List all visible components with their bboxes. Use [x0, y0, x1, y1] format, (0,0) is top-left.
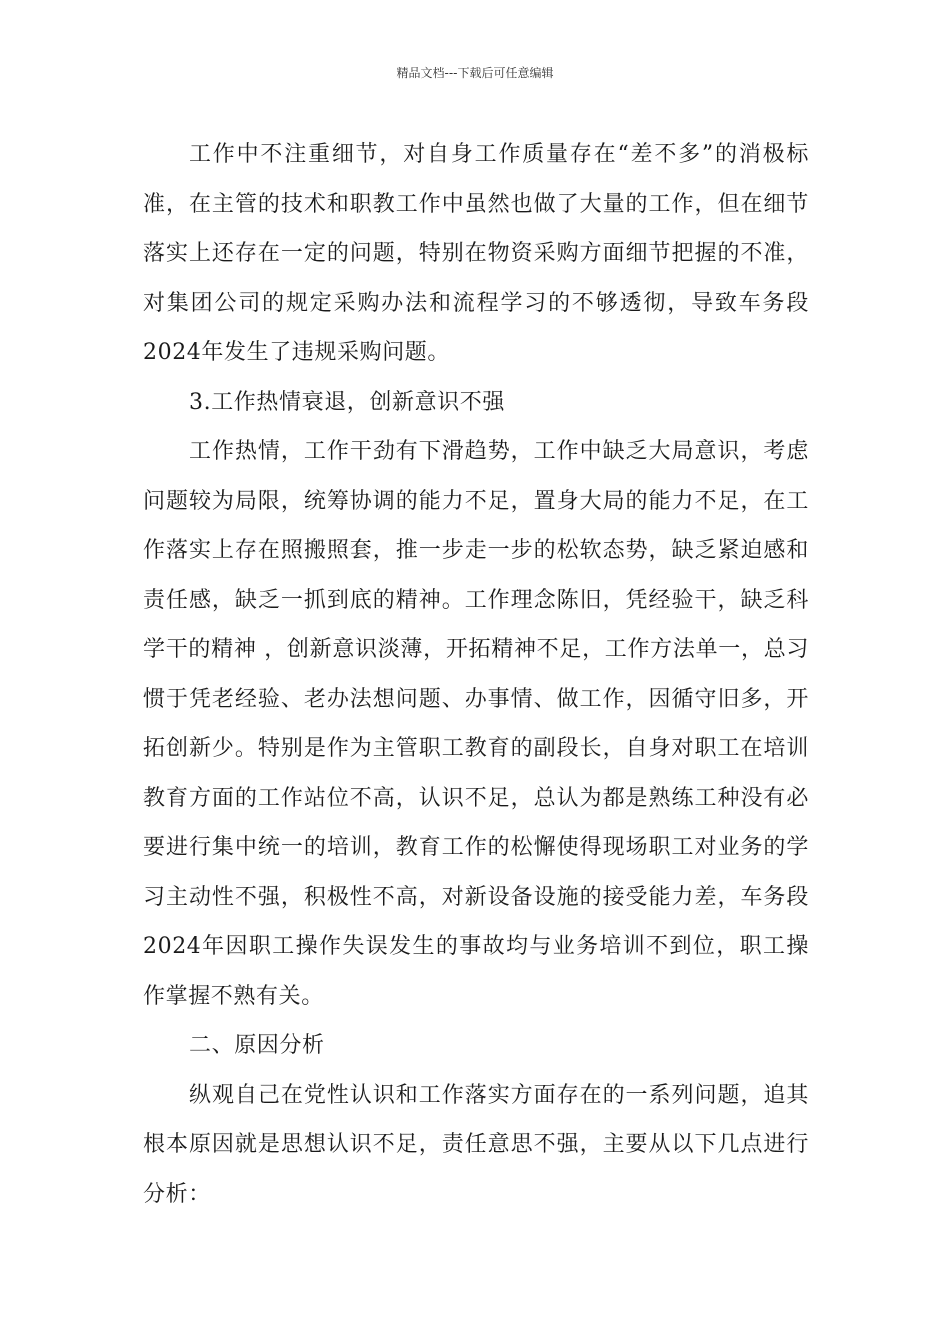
body-paragraph-1: 工作中不注重细节，对自身工作质量存在“差不多”的消极标准，在主管的技术和职教工作中虽然也做了大量的工作，但在细节落实上还存在一定的问题，特别在物资采购方面细节把握的不准，对集团公司的规定采购办法和流程学习的不够透彻，导致车务段2024年发生了违规采购问题。 — [143, 142, 809, 365]
section-heading-3: 3.工作热情衰退，创新意识不强 — [189, 389, 505, 415]
body-paragraph-2: 工作热情，工作干劲有下滑趋势，工作中缺乏大局意识，考虑问题较为局限，统筹协调的能力不足，置身大局的能力不足，在工作落实上存在照搬照套，推一步走一步的松软态势，缺乏紧迫感和责任感，缺乏一抓到底的精神。工作理念陈旧，凭经验干，缺乏科学干的精神 ，创新意识淡薄，开拓精神不足，工作方法单一，总习惯于凭老经验、老办法想问题、办事情、做工作，因循守旧多，开拓创新少。特别是作为主管职工教育的副段长，自身对职工在培训教育方面的工作站位不高，认识不足，总认为都是熟练工种没有必要进行集中统一的培训，教育工作的松懈使得现场职工对业务的学习主动性不强，积极性不高，对新设备设施的接受能力差，车务段2024年因职工操作失误发生的事故均与业务培训不到位，职工操作掌握不熟有关。 — [143, 439, 809, 1009]
body-paragraph-3: 纵观自己在党性认识和工作落实方面存在的一系列问题，追其根本原因就是思想认识不足，责任意思不强，主要从以下几点进行分析： — [143, 1082, 809, 1207]
page-header: 精品文档---下载后可任意编辑 — [396, 66, 554, 80]
document-body — [143, 130, 809, 1219]
section-heading-cause-analysis: 二、原因分析 — [189, 1033, 325, 1058]
